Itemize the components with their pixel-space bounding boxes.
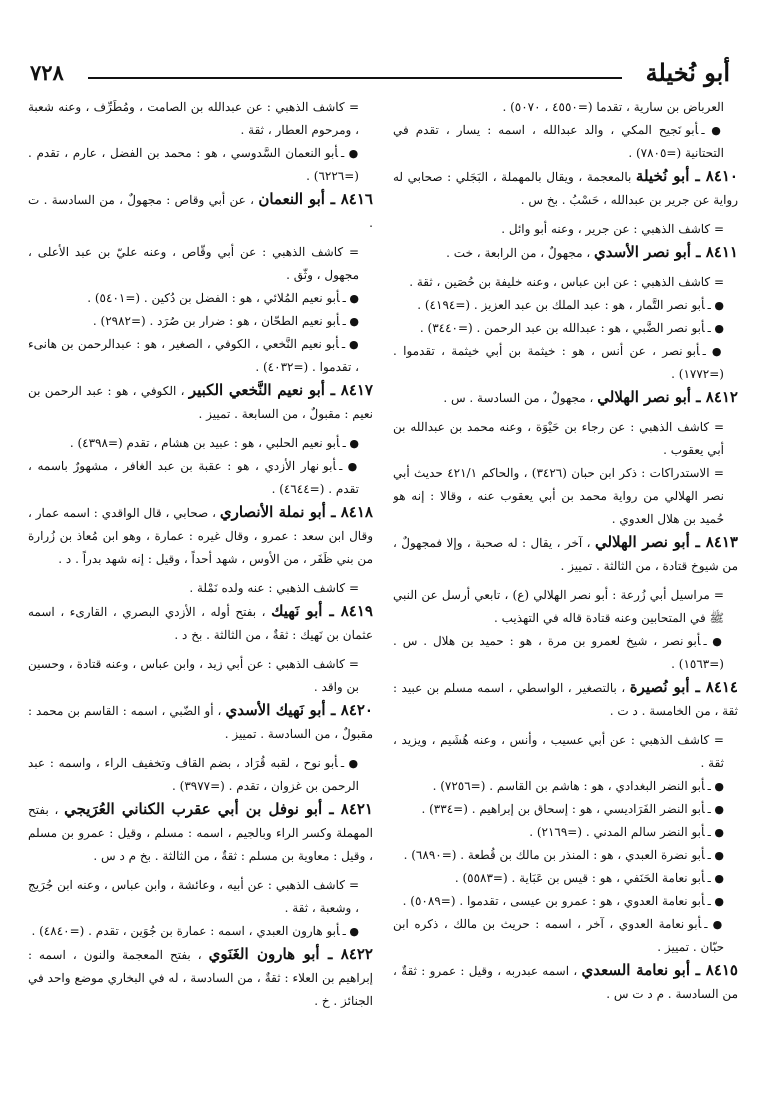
biography-entry	[28, 600, 373, 647]
biography-entry	[393, 241, 738, 265]
cross-reference	[28, 310, 373, 333]
entry-text: ، بفتح المعجمة والنون ، اسمه : إبراهيم بن العلاء : ثقةٌ ، من السادسة ، له في البخاري موضع واحد في الجنائز . خ .	[28, 948, 373, 1008]
entry-text: ، آخر ، يقال : له صحبة ، وإلا فمجهولٌ ، من شيوخ قتادة ، من الثالثة . تمييز .	[393, 536, 738, 573]
cross-reference	[28, 333, 373, 379]
bullet-icon: ● ـ	[340, 757, 359, 770]
cross-reference	[28, 432, 373, 455]
continuation-text: العرباض بن سارية ، تقدما (=٤٥٥٠ ، ٥٠٧٠) .	[502, 100, 724, 114]
biography-entry	[393, 165, 738, 212]
bullet-icon: ● ـ	[342, 437, 359, 450]
entry-text: ، اسمه عبدربه ، وقيل : عمرو : ثقةٌ ، من السادسة . م د ت س .	[393, 964, 738, 1001]
annotation: = كاشف الذهبي : عن أبيه ، وعائشة ، وابن عباس ، وعنه ابن جُرَيج ، وشعبة ، ثقة .	[28, 878, 359, 915]
bullet-icon: ● ـ	[341, 147, 359, 160]
cross-reference-text: أبو نعامة العدوي ، آخر ، اسمه : حريث بن مالك ، ذكره ابن حبّان . تمييز .	[393, 917, 724, 954]
entry-heading: ٨٤٢١ ـ أبو نوفل بن أبي عقرب الكناني العُرَيجي	[64, 800, 373, 818]
bullet-icon: ● ـ	[707, 299, 724, 312]
entry-text: ، عن أبي وقاص : مجهولٌ ، من السادسة . ت .	[28, 193, 373, 230]
entry-heading: ٨٤١٧ ـ أبو نعيم النَّخعي الكبير	[188, 381, 373, 399]
cross-reference	[28, 920, 373, 943]
entry-heading: ٨٤٢٢ ـ أبو هارون الغَنَوي	[208, 945, 373, 963]
cross-reference	[393, 317, 738, 340]
bullet-icon: ● ـ	[702, 345, 724, 358]
cross-reference-text: أبو نصر الضَّبي ، هو : عبدالله بن عبد الرحمن . (=٣٤٤٠) .	[419, 321, 705, 335]
cross-reference	[393, 798, 738, 821]
bullet-icon: ● ـ	[707, 803, 724, 816]
cross-reference-text: أبو النعمان السَّدوسي ، هو : محمد بن الفضل ، عارم ، تقدم . (=٦٢٢٦) .	[28, 146, 359, 183]
biography-entry	[393, 386, 738, 410]
biography-entry	[393, 676, 738, 723]
cross-reference	[393, 775, 738, 798]
cross-reference-text: أبو نوح ، لقبه قُرَاد ، بضم القاف وتخفيف الراء ، واسمه : عبد الرحمن بن غزوان ، تقدم . (=٣٩٧٧) .	[28, 756, 359, 793]
annotation: = كاشف الذهبي : عن أبي زيد ، وابن عباس ، وعنه قتادة ، وحسين بن واقد .	[28, 657, 359, 694]
header-rule	[88, 77, 622, 79]
bullet-icon: ● ـ	[704, 918, 724, 931]
entry-text: ، مجهولٌ ، من الرابعة ، خت .	[446, 246, 591, 260]
bullet-icon: ● ـ	[707, 780, 724, 793]
entry-heading: ٨٤١١ ـ أبو نصر الأسدي	[594, 243, 738, 261]
bullet-icon: ● ـ	[707, 872, 724, 885]
entry-heading: ٨٤١٨ ـ أبو نملة الأنصاري	[219, 503, 373, 521]
entry-heading: ٨٤٢٠ ـ أبو نَهيك الأسدي	[225, 701, 373, 719]
cross-reference-text: أبو نعيم المُلائي ، هو : الفضل بن دُكين . (=٥٤٠١) .	[87, 291, 340, 305]
biography-entry	[393, 531, 738, 578]
bullet-icon: ● ـ	[701, 124, 724, 137]
entry-text: ، بالتصغير ، الواسطي ، اسمه مسلم بن عبيد : ثقة ، من الخامسة . د ت .	[393, 681, 738, 718]
entry-text: ، بفتح المهملة وكسر الراء وبالجيم ، اسمه : مسلم ، وقيل : عمرو بن مسلم ، وقيل : معاوية بن مسلم : ثقةٌ ، من الثالثة . بخ م د س .	[28, 803, 373, 863]
entry-heading: ٨٤١٩ ـ أبو نَهيك	[271, 602, 373, 620]
annotation: = كاشف الذهبي : عنه ولده نَمْلة .	[189, 581, 359, 595]
cross-reference-text: أبو نهار الأزدي ، هو : عقبة بن عبد الغافر ، مشهورٌ باسمه ، تقدم . (=٤٦٤٤) .	[28, 459, 359, 496]
entry-heading: ٨٤١٢ ـ أبو نصر الهلالي	[597, 388, 738, 406]
page-header	[30, 58, 730, 88]
annotation: = كاشف الذهبي : عن رجاء بن حَيْوَة ، وعنه محمد بن عبدالله بن أبي يعقوب .	[393, 420, 724, 457]
cross-reference	[28, 752, 373, 798]
cross-reference	[393, 867, 738, 890]
cross-reference	[393, 821, 738, 844]
biography-entry	[28, 501, 373, 571]
bullet-icon: ● ـ	[707, 322, 724, 335]
bullet-icon: ● ـ	[342, 925, 359, 938]
biography-entry	[28, 188, 373, 235]
biography-entry	[28, 798, 373, 868]
cross-reference	[393, 630, 738, 676]
entry-text: ، أو الضّبي ، اسمه : القاسم بن محمد : مقبولٌ ، من السادسة . تمييز .	[28, 704, 373, 741]
annotation: = كاشف الذهبي : عن أبي عسيب ، وأنس ، وعنه هُشَيم ، ويزيد ، ثقة .	[393, 733, 724, 770]
cross-reference	[393, 844, 738, 867]
bullet-icon: ● ـ	[707, 849, 724, 862]
entry-text: ، مجهولٌ ، من السادسة . س .	[443, 391, 594, 405]
cross-reference	[393, 294, 738, 317]
annotation: = الاستدراكات : ذكر ابن حبان (٣٤٢٦) ، والحاكم ٤٢١/١ حديث أبي نصر الهلالي من رواية محمد بن أبي يعقوب عنه ، وقالا : إنه هو حُميد بن هلال العدوي .	[393, 466, 724, 526]
cross-reference-text: أبو نصر ، شيخ لعمرو بن مرة ، هو : حميد بن هلال . س . (=١٥٦٣) .	[393, 634, 724, 671]
entry-text: ، صحابي ، قال الواقدي : اسمه عمار ، وقال ابن سعد : عمرو ، وقال غيره : عمارة ، وهو ابن مُعاذ بن زُرارة من بني ظَفَر ، من الأوس ، شهد أحداً ، وقيل : إنه شهد بدراً . د .	[28, 506, 373, 566]
biography-entry	[28, 943, 373, 1013]
cross-reference	[28, 455, 373, 501]
cross-reference-text: أبو نَجيح المكي ، والد عبدالله ، اسمه : يسار ، تقدم في التحتانية (=٧٨٠٥) .	[393, 123, 724, 160]
cross-reference-text: أبو نضرة العبدي ، هو : المنذر بن مالك بن قُطعة . (=٦٨٩٠) .	[403, 848, 705, 862]
bullet-icon: ● ـ	[703, 635, 724, 648]
left-column	[28, 96, 373, 1086]
biography-entry	[393, 959, 738, 1006]
bullet-icon: ● ـ	[707, 826, 724, 839]
entry-text: ، الكوفي ، هو : عبد الرحمن بن نعيم : مقبولٌ ، من السابعة . تمييز .	[28, 384, 373, 421]
page-number: ٧٢٨	[30, 60, 64, 85]
bullet-icon: ● ـ	[342, 292, 359, 305]
entry-heading: ٨٤١٠ ـ أبو نُخيلة	[635, 167, 738, 185]
cross-reference-text: أبو نعامة الحَنَفي ، هو : قيس بن عَبَاية . (=٥٥٨٣) .	[454, 871, 705, 885]
annotation: = كاشف الذهبي : عن أبي وقّاص ، وعنه عليّ بن عبد الأعلى ، مجهول ، وثّق .	[28, 245, 359, 282]
entry-heading: ٨٤١٣ ـ أبو نصر الهلالي	[594, 533, 738, 551]
cross-reference	[393, 913, 738, 959]
cross-reference	[28, 142, 373, 188]
bullet-icon: ● ـ	[707, 895, 724, 908]
cross-reference-text: أبو النضر الفَرَاديسي ، هو : إسحاق بن إبراهيم . (=٣٣٤) .	[421, 802, 705, 816]
cross-reference-text: أبو نصر ، عن أنس ، هو : خيثمة بن أبي خيثمة ، تقدموا . (=١٧٧٢) .	[393, 344, 724, 381]
entry-heading: ٨٤١٥ ـ أبو نعامة السعدي	[581, 961, 738, 979]
entry-heading: ٨٤١٦ ـ أبو النعمان	[258, 190, 373, 208]
bullet-icon: ● ـ	[342, 315, 359, 328]
biography-entry	[28, 699, 373, 746]
cross-reference-text: أبو النضر البغدادي ، هو : هاشم بن القاسم . (=٧٢٥٦) .	[432, 779, 705, 793]
cross-reference	[393, 340, 738, 386]
cross-reference-text: أبو نصر التَّمار ، هو : عبد الملك بن عبد العزيز . (=٤١٩٤) .	[417, 298, 705, 312]
cross-reference-text: أبو نعيم الطحّان ، هو : ضرار بن صُرَد . (=٢٩٨٢) .	[92, 314, 340, 328]
annotation: = كاشف الذهبي : عن جرير ، وعنه أبو وائل .	[501, 222, 724, 236]
cross-reference	[393, 119, 738, 165]
bullet-icon: ● ـ	[339, 460, 359, 473]
entry-heading: ٨٤١٤ ـ أبو نُصيرة	[629, 678, 738, 696]
annotation: = كاشف الذهبي : عن ابن عباس ، وعنه خليفة بن حُصَين ، ثقة .	[409, 275, 724, 289]
entry-text: بالمعجمة ، ويقال بالمهملة ، البَجَلي : صحابي له رواية عن جرير بن عبدالله ، حَسْبُ . بخ س .	[393, 170, 738, 207]
right-column	[393, 96, 738, 1086]
cross-reference-text: أبو النضر سالم المدني . (=٢١٦٩) .	[529, 825, 705, 839]
biography-entry	[28, 379, 373, 426]
running-head: أبو نُخيلة	[645, 58, 730, 87]
entry-text: ، بفتح أوله ، الأزدي البصري ، القارىء ، اسمه عثمان بن نَهيك : ثقةٌ ، من الثالثة . بخ د .	[28, 605, 373, 642]
cross-reference-text: أبو نعيم النَّخعي ، الكوفي ، الصغير ، هو : عبدالرحمن بن هانىء ، تقدموا . (=٤٠٣٢) .	[28, 337, 359, 374]
annotation: = مراسيل أبي زُرعة : أبو نصر الهلالي (ع) ، تابعي أرسل عن النبي ﷺ في المتحابين وعنه قتادة قاله في التهذيب .	[393, 588, 724, 625]
cross-reference-text: أبو نعيم الحلبي ، هو : عبيد بن هشام ، تقدم (=٤٣٩٨) .	[69, 436, 340, 450]
cross-reference-text: أبو هارون العبدي ، اسمه : عمارة بن جُوَين ، تقدم . (=٤٨٤٠) .	[31, 924, 340, 938]
cross-reference	[393, 890, 738, 913]
annotation: = كاشف الذهبي : عن عبدالله بن الصامت ، ومُطَرِّف ، وعنه شعبة ، ومرحوم العطار ، ثقة .	[28, 100, 359, 137]
cross-reference-text: أبو نعامة العدوي ، هو : عمرو بن عيسى ، تقدموا . (=٥٠٨٩) .	[402, 894, 705, 908]
bullet-icon: ● ـ	[341, 338, 359, 351]
cross-reference	[28, 287, 373, 310]
